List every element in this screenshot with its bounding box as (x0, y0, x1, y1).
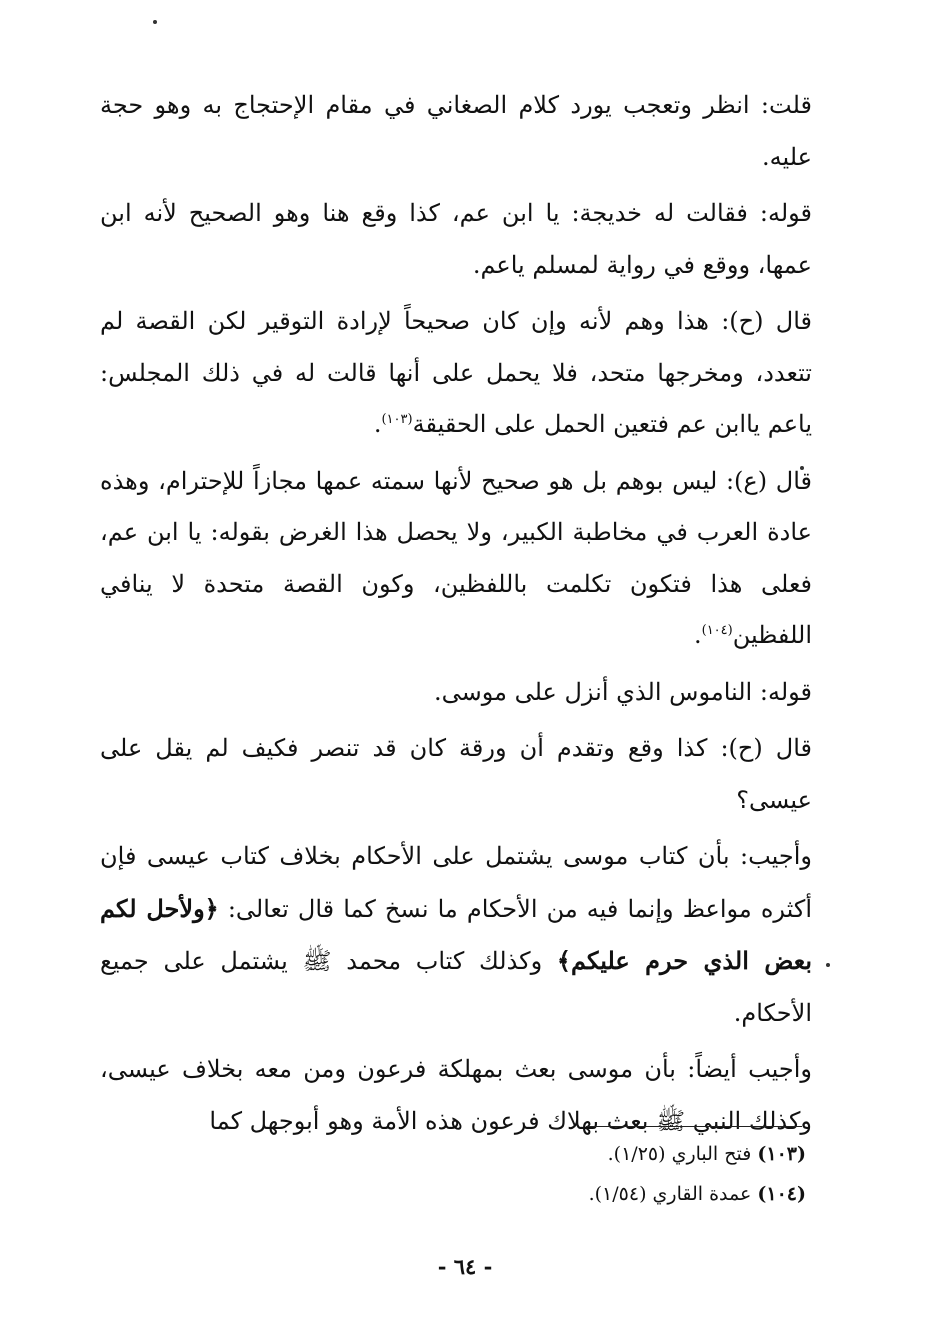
paragraph-2 (100, 188, 812, 291)
paragraph-lead: قال (ح): (721, 307, 812, 335)
footnote-reference: (١٠٤) (701, 623, 733, 638)
paragraph-8 (100, 1044, 812, 1147)
paragraph-1 (100, 80, 812, 183)
footnote-number: (١٠٤) (757, 1183, 806, 1205)
footnotes (400, 1134, 806, 1214)
paragraph-text: هذا وهم لأنه وإن كان صحيحاً لإرادة التوقير لكن القصة لم تتعدد، ومخرجها متحد، فلا يحمل على أنها قالت له في ذلك المجلس: ياعم ياابن عم فتعين الحمل على الحقيقة (100, 307, 812, 438)
paragraph-lead: وأجيب أيضاً: (687, 1055, 812, 1083)
paragraph-5 (100, 667, 812, 719)
footnote-item (400, 1174, 806, 1214)
footnote-number: (١٠٣) (757, 1143, 806, 1165)
main-text (100, 80, 812, 1152)
paragraph-lead: قوله: (759, 199, 812, 227)
paragraph-4 (100, 456, 812, 662)
paragraph-text: فقالت له خديجة: يا ابن عم، كذا وقع هنا وهو الصحيح لأنه ابن عمها، ووقع في رواية لمسلم ياعم. (100, 199, 812, 279)
paragraph-6 (100, 723, 812, 826)
paragraph-3 (100, 296, 812, 451)
footnote-reference: (١٠٣) (381, 412, 413, 427)
footnote-divider (586, 1126, 802, 1127)
quran-verse: ﴿ولأحل لكم بعض الذي حرم عليكم﴾ (100, 893, 812, 975)
footnote-item (400, 1134, 806, 1174)
paragraph-lead: قلت: (760, 91, 812, 119)
page-number: - ٦٤ - (437, 1254, 493, 1279)
paragraph-text: الناموس الذي أنزل على موسى. (433, 677, 760, 706)
speck-mark (826, 963, 830, 967)
paragraph-text: انظر وتعجب يورد كلام الصغاني في مقام الإحتجاج به وهو حجة عليه. (100, 91, 812, 171)
speck-mark (153, 20, 157, 24)
paragraph-text: بأن كتاب موسى يشتمل على الأحكام بخلاف كتاب عيسى فإن أكثره مواعظ وإنما فيه من الأحكام ما نسخ كما قال تعالى: (100, 842, 812, 923)
paragraph-text-continued: وكذلك كتاب محمد ﷺ يشتمل على جميع الأحكام. (100, 947, 812, 1027)
paragraph-lead: قال (ع): (725, 466, 812, 495)
paragraph-7 (100, 831, 812, 1039)
paragraph-text: ليس بوهم بل هو صحيح لأنها سمته عمها مجازاً للإحترام، وهذه عادة العرب في مخاطبة الكبير، ولا يحصل هذا الغرض بقوله: يا ابن عم، فعلى هذا فتكون تكلمت باللفظين، وكون القصة متحدة لا ينافي اللفظين (100, 466, 812, 649)
paragraph-lead: وأجيب: (740, 842, 812, 870)
footnote-text: فتح الباري (١/٢٥). (607, 1143, 758, 1165)
paragraph-text: بأن موسى بعث بمهلكة فرعون ومن معه بخلاف عيسى، وكذلك النبي ﷺ بعث بهلاك فرعون هذه الأمة وهو أبوجهل كما (100, 1055, 812, 1135)
paragraph-end: . (373, 410, 382, 438)
paragraph-lead: قال (ح): (720, 734, 813, 762)
paragraph-end: . (693, 621, 702, 649)
footnote-text: عمدة القاري (١/٥٤). (588, 1183, 758, 1205)
paragraph-text: كذا وقع وتقدم أن ورقة كان قد تنصر فكيف لم يقل على عيسى؟ (100, 734, 812, 814)
paragraph-lead: قوله: (759, 677, 812, 706)
